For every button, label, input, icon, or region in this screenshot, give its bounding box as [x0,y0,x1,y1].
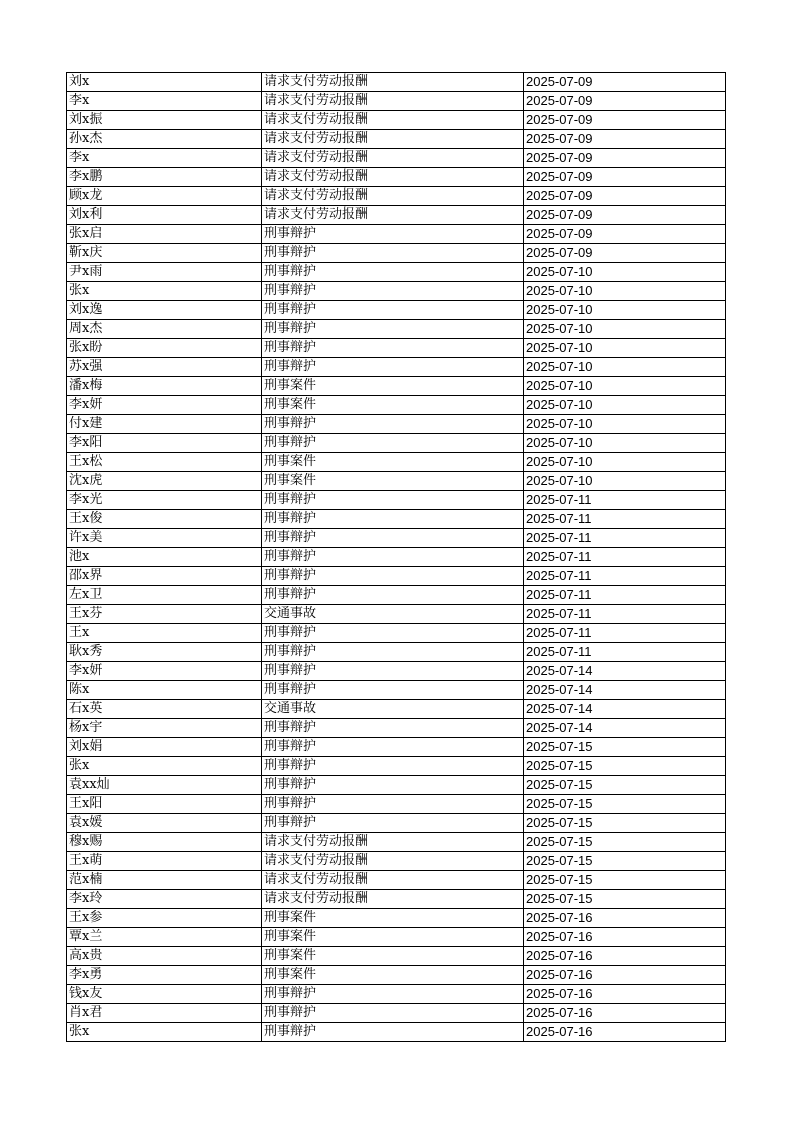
table-row [67,339,726,358]
case-type-cell: 刑事辩护 [262,586,524,605]
table-row [67,320,726,339]
table-row [67,681,726,700]
case-type-cell: 请求支付劳动报酬 [262,149,524,168]
date-cell: 2025-07-10 [524,377,726,396]
case-type-cell: 刑事辩护 [262,757,524,776]
table-row [67,358,726,377]
table-row [67,757,726,776]
name-cell: 王x松 [67,453,262,472]
date-cell: 2025-07-10 [524,396,726,415]
table-row [67,1004,726,1023]
case-type-cell: 刑事辩护 [262,225,524,244]
date-cell: 2025-07-10 [524,415,726,434]
case-sheet [66,72,725,1042]
case-type-cell: 刑事案件 [262,947,524,966]
name-cell: 王x萌 [67,852,262,871]
case-type-cell: 刑事辩护 [262,415,524,434]
table-row [67,928,726,947]
date-cell: 2025-07-09 [524,225,726,244]
date-cell: 2025-07-15 [524,890,726,909]
date-cell: 2025-07-09 [524,73,726,92]
name-cell: 陈x [67,681,262,700]
case-type-cell: 刑事案件 [262,909,524,928]
case-type-cell: 刑事辩护 [262,719,524,738]
case-type-cell: 刑事辩护 [262,263,524,282]
table-row [67,149,726,168]
table-row [67,92,726,111]
name-cell: 付x建 [67,415,262,434]
date-cell: 2025-07-10 [524,282,726,301]
case-type-cell: 刑事辩护 [262,358,524,377]
name-cell: 李x妍 [67,662,262,681]
name-cell: 尹x雨 [67,263,262,282]
date-cell: 2025-07-15 [524,852,726,871]
table-row [67,985,726,1004]
case-type-cell: 刑事辩护 [262,814,524,833]
case-type-cell: 请求支付劳动报酬 [262,92,524,111]
table-row [67,795,726,814]
date-cell: 2025-07-10 [524,263,726,282]
case-type-cell: 请求支付劳动报酬 [262,890,524,909]
name-cell: 李x鹏 [67,168,262,187]
date-cell: 2025-07-16 [524,909,726,928]
name-cell: 张x [67,1023,262,1042]
table-row [67,871,726,890]
table-row [67,491,726,510]
date-cell: 2025-07-11 [524,586,726,605]
date-cell: 2025-07-11 [524,548,726,567]
case-type-cell: 刑事辩护 [262,282,524,301]
table-row [67,206,726,225]
date-cell: 2025-07-11 [524,529,726,548]
name-cell: 杨x宇 [67,719,262,738]
date-cell: 2025-07-11 [524,643,726,662]
name-cell: 覃x兰 [67,928,262,947]
date-cell: 2025-07-09 [524,206,726,225]
name-cell: 苏x强 [67,358,262,377]
table-row [67,529,726,548]
name-cell: 钱x友 [67,985,262,1004]
case-type-cell: 刑事辩护 [262,244,524,263]
name-cell: 高x贵 [67,947,262,966]
table-row [67,453,726,472]
table-row [67,776,726,795]
case-type-cell: 刑事辩护 [262,624,524,643]
name-cell: 李x光 [67,491,262,510]
case-type-cell: 请求支付劳动报酬 [262,187,524,206]
name-cell: 孙x杰 [67,130,262,149]
name-cell: 张x盼 [67,339,262,358]
table-row [67,111,726,130]
table-row [67,624,726,643]
name-cell: 穆x赐 [67,833,262,852]
case-type-cell: 刑事案件 [262,396,524,415]
case-type-cell: 刑事辩护 [262,1004,524,1023]
date-cell: 2025-07-09 [524,92,726,111]
date-cell: 2025-07-10 [524,301,726,320]
table-row [67,548,726,567]
case-type-cell: 刑事辩护 [262,567,524,586]
case-type-cell: 交通事故 [262,700,524,719]
case-type-cell: 请求支付劳动报酬 [262,130,524,149]
table-row [67,662,726,681]
date-cell: 2025-07-15 [524,814,726,833]
date-cell: 2025-07-09 [524,187,726,206]
table-row [67,73,726,92]
case-type-cell: 刑事辩护 [262,434,524,453]
name-cell: 潘x梅 [67,377,262,396]
table-row [67,852,726,871]
case-type-cell: 请求支付劳动报酬 [262,206,524,225]
date-cell: 2025-07-16 [524,985,726,1004]
table-row [67,833,726,852]
table-row [67,377,726,396]
table-row [67,814,726,833]
table-row [67,168,726,187]
name-cell: 张x [67,282,262,301]
case-type-cell: 请求支付劳动报酬 [262,871,524,890]
date-cell: 2025-07-11 [524,567,726,586]
case-type-cell: 刑事辩护 [262,662,524,681]
name-cell: 袁x媛 [67,814,262,833]
table-row [67,282,726,301]
name-cell: 张x启 [67,225,262,244]
date-cell: 2025-07-16 [524,1004,726,1023]
case-type-cell: 刑事案件 [262,472,524,491]
date-cell: 2025-07-09 [524,149,726,168]
case-type-cell: 刑事辩护 [262,643,524,662]
table-row [67,605,726,624]
name-cell: 李x阳 [67,434,262,453]
table-row [67,567,726,586]
case-type-cell: 刑事辩护 [262,339,524,358]
date-cell: 2025-07-11 [524,510,726,529]
case-type-cell: 刑事案件 [262,928,524,947]
case-type-cell: 刑事辩护 [262,738,524,757]
case-type-cell: 刑事辩护 [262,548,524,567]
table-row [67,187,726,206]
date-cell: 2025-07-10 [524,358,726,377]
case-type-cell: 刑事辩护 [262,301,524,320]
date-cell: 2025-07-16 [524,1023,726,1042]
name-cell: 范x楠 [67,871,262,890]
case-type-cell: 请求支付劳动报酬 [262,168,524,187]
date-cell: 2025-07-16 [524,947,726,966]
table-row [67,909,726,928]
name-cell: 张x [67,757,262,776]
date-cell: 2025-07-11 [524,491,726,510]
name-cell: 邵x界 [67,567,262,586]
case-type-cell: 刑事案件 [262,966,524,985]
case-type-cell: 刑事辩护 [262,1023,524,1042]
case-type-cell: 交通事故 [262,605,524,624]
name-cell: 肖x君 [67,1004,262,1023]
case-type-cell: 刑事辩护 [262,529,524,548]
name-cell: 王x阳 [67,795,262,814]
case-type-cell: 刑事辩护 [262,681,524,700]
date-cell: 2025-07-14 [524,700,726,719]
date-cell: 2025-07-10 [524,472,726,491]
table-row [67,434,726,453]
date-cell: 2025-07-15 [524,738,726,757]
name-cell: 许x美 [67,529,262,548]
name-cell: 李x勇 [67,966,262,985]
date-cell: 2025-07-14 [524,662,726,681]
case-type-cell: 刑事案件 [262,377,524,396]
date-cell: 2025-07-10 [524,434,726,453]
name-cell: 刘x娟 [67,738,262,757]
table-row [67,225,726,244]
case-table-body [67,73,726,1042]
name-cell: 李x玲 [67,890,262,909]
date-cell: 2025-07-15 [524,757,726,776]
date-cell: 2025-07-16 [524,928,726,947]
name-cell: 王x [67,624,262,643]
date-cell: 2025-07-09 [524,168,726,187]
name-cell: 石x英 [67,700,262,719]
date-cell: 2025-07-15 [524,871,726,890]
case-type-cell: 请求支付劳动报酬 [262,111,524,130]
date-cell: 2025-07-16 [524,966,726,985]
name-cell: 耿x秀 [67,643,262,662]
date-cell: 2025-07-15 [524,776,726,795]
name-cell: 李x妍 [67,396,262,415]
name-cell: 顾x龙 [67,187,262,206]
table-row [67,415,726,434]
table-row [67,966,726,985]
date-cell: 2025-07-14 [524,719,726,738]
table-row [67,890,726,909]
name-cell: 沈x虎 [67,472,262,491]
name-cell: 刘x振 [67,111,262,130]
date-cell: 2025-07-15 [524,795,726,814]
name-cell: 李x [67,92,262,111]
table-row [67,700,726,719]
name-cell: 周x杰 [67,320,262,339]
name-cell: 李x [67,149,262,168]
date-cell: 2025-07-11 [524,624,726,643]
table-row [67,472,726,491]
date-cell: 2025-07-10 [524,320,726,339]
date-cell: 2025-07-09 [524,130,726,149]
case-type-cell: 刑事辩护 [262,985,524,1004]
name-cell: 左x卫 [67,586,262,605]
date-cell: 2025-07-10 [524,453,726,472]
table-row [67,301,726,320]
name-cell: 袁xx灿 [67,776,262,795]
case-type-cell: 刑事辩护 [262,320,524,339]
table-row [67,738,726,757]
name-cell: 刘x利 [67,206,262,225]
name-cell: 靳x庆 [67,244,262,263]
case-type-cell: 刑事辩护 [262,795,524,814]
date-cell: 2025-07-15 [524,833,726,852]
name-cell: 池x [67,548,262,567]
table-row [67,1023,726,1042]
name-cell: 王x芬 [67,605,262,624]
case-type-cell: 刑事辩护 [262,510,524,529]
date-cell: 2025-07-14 [524,681,726,700]
name-cell: 王x参 [67,909,262,928]
table-row [67,263,726,282]
case-type-cell: 请求支付劳动报酬 [262,73,524,92]
name-cell: 王x俊 [67,510,262,529]
table-row [67,510,726,529]
case-table [66,72,726,1042]
table-row [67,396,726,415]
date-cell: 2025-07-09 [524,111,726,130]
case-type-cell: 刑事案件 [262,453,524,472]
case-type-cell: 刑事辩护 [262,491,524,510]
table-row [67,586,726,605]
table-row [67,130,726,149]
date-cell: 2025-07-09 [524,244,726,263]
case-type-cell: 请求支付劳动报酬 [262,852,524,871]
date-cell: 2025-07-10 [524,339,726,358]
name-cell: 刘x逸 [67,301,262,320]
table-row [67,244,726,263]
case-type-cell: 刑事辩护 [262,776,524,795]
table-row [67,947,726,966]
table-row [67,643,726,662]
table-row [67,719,726,738]
date-cell: 2025-07-11 [524,605,726,624]
case-type-cell: 请求支付劳动报酬 [262,833,524,852]
name-cell: 刘x [67,73,262,92]
